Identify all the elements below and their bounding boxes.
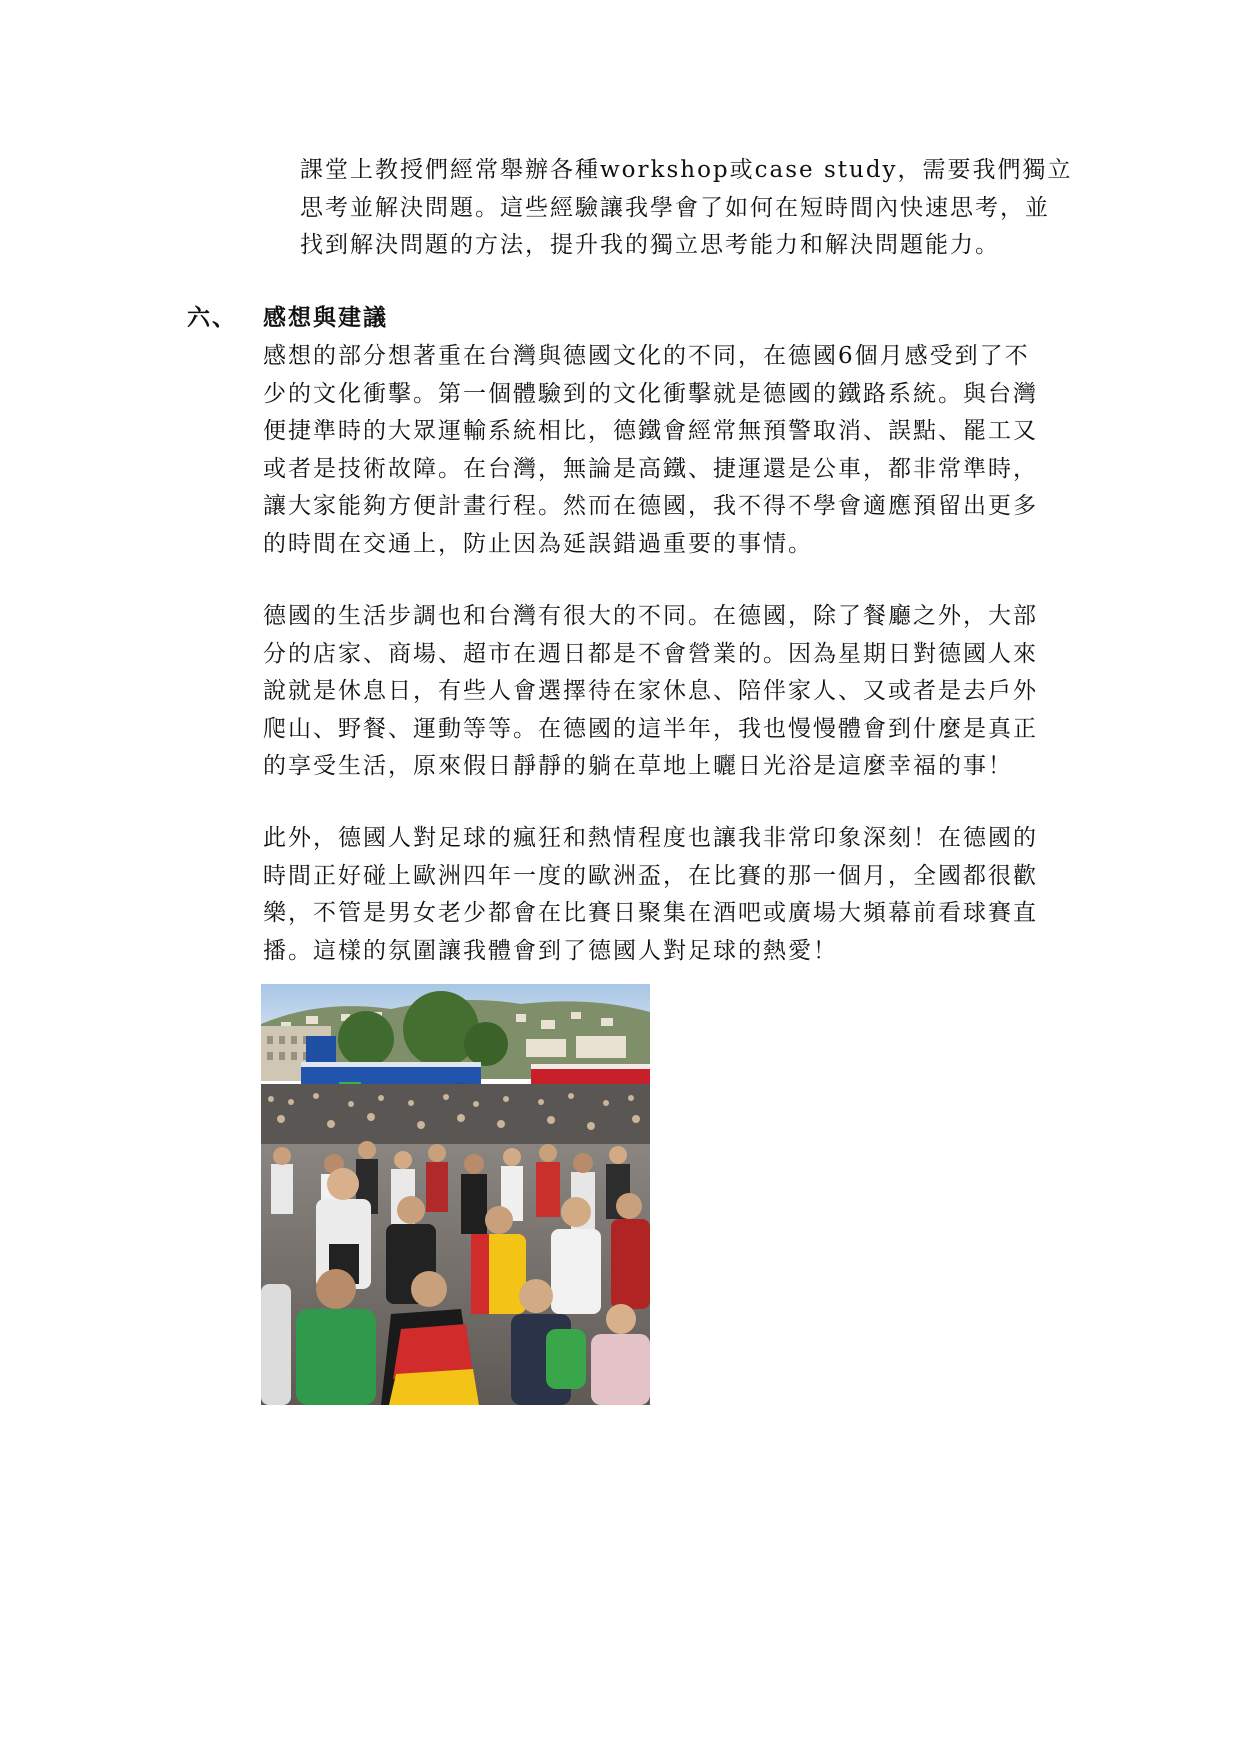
- text-line: 播。這樣的氛圍讓我體會到了德國人對足球的熱愛！: [263, 937, 838, 964]
- section-number: 六、: [187, 304, 237, 331]
- text-line: 時間正好碰上歐洲四年一度的歐洲盃，在比賽的那一個月，全國都很歡: [263, 862, 1038, 889]
- text-line: 便捷準時的大眾運輸系統相比，德鐵會經常無預警取消、誤點、罷工又: [263, 418, 1038, 444]
- text-line: 的時間在交通上，防止因為延誤錯過重要的事情。: [263, 530, 813, 557]
- intro-paragraph: [300, 152, 1073, 265]
- section-title: 感想與建議: [263, 304, 388, 331]
- text-line: 或者是技術故障。在台灣，無論是高鐵、捷運還是公車，都非常準時，: [263, 455, 1038, 482]
- text-line: 德國的生活步調也和台灣有很大的不同。在德國，除了餐廳之外，大部: [263, 603, 1038, 629]
- text-line: 分的店家、商場、超市在週日都是不會營業的。因為星期日對德國人來: [263, 640, 1038, 667]
- text-line: 感想的部分想著重在台灣與德國文化的不同，在德國6個月感受到了不: [263, 343, 1030, 369]
- text-line: 思考並解決問題。這些經驗讓我學會了如何在短時間內快速思考，並: [300, 194, 1050, 221]
- paragraph-railway: [263, 338, 1038, 563]
- paragraph-football: [263, 820, 1038, 970]
- text-line: 少的文化衝擊。第一個體驗到的文化衝擊就是德國的鐵路系統。與台灣: [263, 380, 1038, 407]
- text-line: 樂，不管是男女老少都會在比賽日聚集在酒吧或廣場大頻幕前看球賽直: [263, 900, 1038, 926]
- text-line: 找到解決問題的方法，提升我的獨立思考能力和解決問題能力。: [300, 232, 1000, 258]
- text-line: 爬山、野餐、運動等等。在德國的這半年，我也慢慢體會到什麼是真正: [263, 715, 1038, 742]
- text-line: 讓大家能夠方便計畫行程。然而在德國，我不得不學會適應預留出更多: [263, 493, 1038, 519]
- paragraph-lifestyle: [263, 598, 1038, 786]
- text-line: 的享受生活，原來假日靜靜的躺在草地上曬日光浴是這麼幸福的事！: [263, 753, 1013, 779]
- section-heading: [187, 300, 388, 336]
- text-line: 此外，德國人對足球的瘋狂和熱情程度也讓我非常印象深刻！在德國的: [263, 825, 1038, 851]
- text-line: 說就是休息日，有些人會選擇待在家休息、陪伴家人、又或者是去戶外: [263, 678, 1038, 704]
- crowd-photo: [261, 984, 650, 1405]
- text-line: 課堂上教授們經常舉辦各種workshop或case study，需要我們獨立: [300, 157, 1073, 183]
